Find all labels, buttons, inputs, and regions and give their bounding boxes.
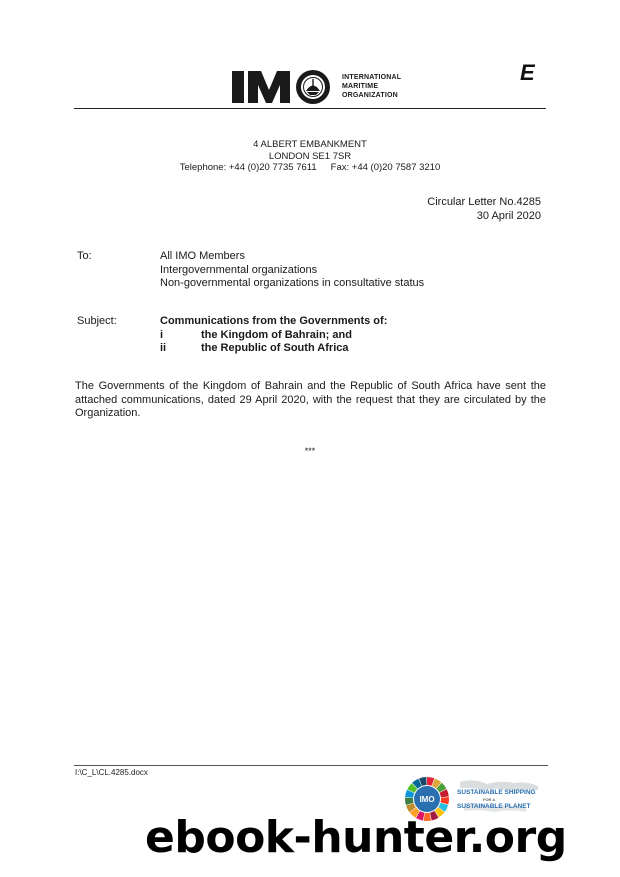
to-label: To: — [77, 250, 92, 262]
org-name-line: ORGANIZATION — [342, 92, 398, 99]
file-reference: I:\C_L\CL.4285.docx — [75, 768, 148, 777]
org-name-line: MARITIME — [342, 83, 379, 90]
body-paragraph: The Governments of the Kingdom of Bahrain and the Republic of South Africa have sent the attached communications, dated 29 April 2020, with the request that they are circulated by the Organization. — [75, 380, 546, 419]
circular-date: 30 April 2020 — [476, 209, 541, 222]
subject-item-text: the Kingdom of Bahrain; and — [201, 328, 352, 341]
circular-number: Circular Letter No.4285 — [427, 196, 541, 208]
subject-item-number: i — [160, 328, 164, 341]
subject-item-text: the Republic of South Africa — [201, 342, 349, 354]
subject-label: Subject: — [77, 315, 117, 327]
org-name-line: INTERNATIONAL — [342, 74, 402, 81]
subject-block — [160, 315, 387, 356]
tagline-connector: FOR A — [483, 797, 496, 802]
subject-heading: Communications from the Governments of: — [160, 315, 388, 327]
watermark: ebook-hunter.org — [145, 812, 567, 863]
recipient-item: All IMO Members — [160, 250, 245, 262]
recipient-item: Intergovernmental organizations — [160, 263, 318, 276]
footer-divider — [74, 765, 548, 766]
imo-logo — [230, 68, 420, 106]
subject-item — [160, 329, 387, 343]
recipient-item: Non-governmental organizations in consultative status — [160, 277, 425, 289]
telephone: Telephone: +44 (0)20 7735 7611 — [179, 162, 317, 173]
address-line: 4 ALBERT EMBANKMENT — [253, 139, 367, 150]
language-code: E — [520, 60, 535, 85]
section-separator: *** — [304, 446, 316, 456]
recipient-list — [160, 250, 424, 291]
subject-item — [160, 342, 387, 356]
subject-item-number: ii — [160, 342, 167, 354]
badge-text: IMO — [419, 795, 435, 804]
tagline-line: SUSTAINABLE SHIPPING — [457, 789, 536, 796]
contact-line — [74, 162, 546, 174]
tagline-line: SUSTAINABLE PLANET — [457, 803, 531, 810]
header-divider — [74, 108, 546, 109]
fax: Fax: +44 (0)20 7587 3210 — [330, 162, 441, 173]
address-block — [74, 139, 546, 174]
org-name — [342, 73, 422, 100]
address-line: LONDON SE1 7SR — [268, 150, 352, 162]
circular-reference — [350, 196, 541, 223]
imo-wordmark-icon — [230, 68, 335, 106]
